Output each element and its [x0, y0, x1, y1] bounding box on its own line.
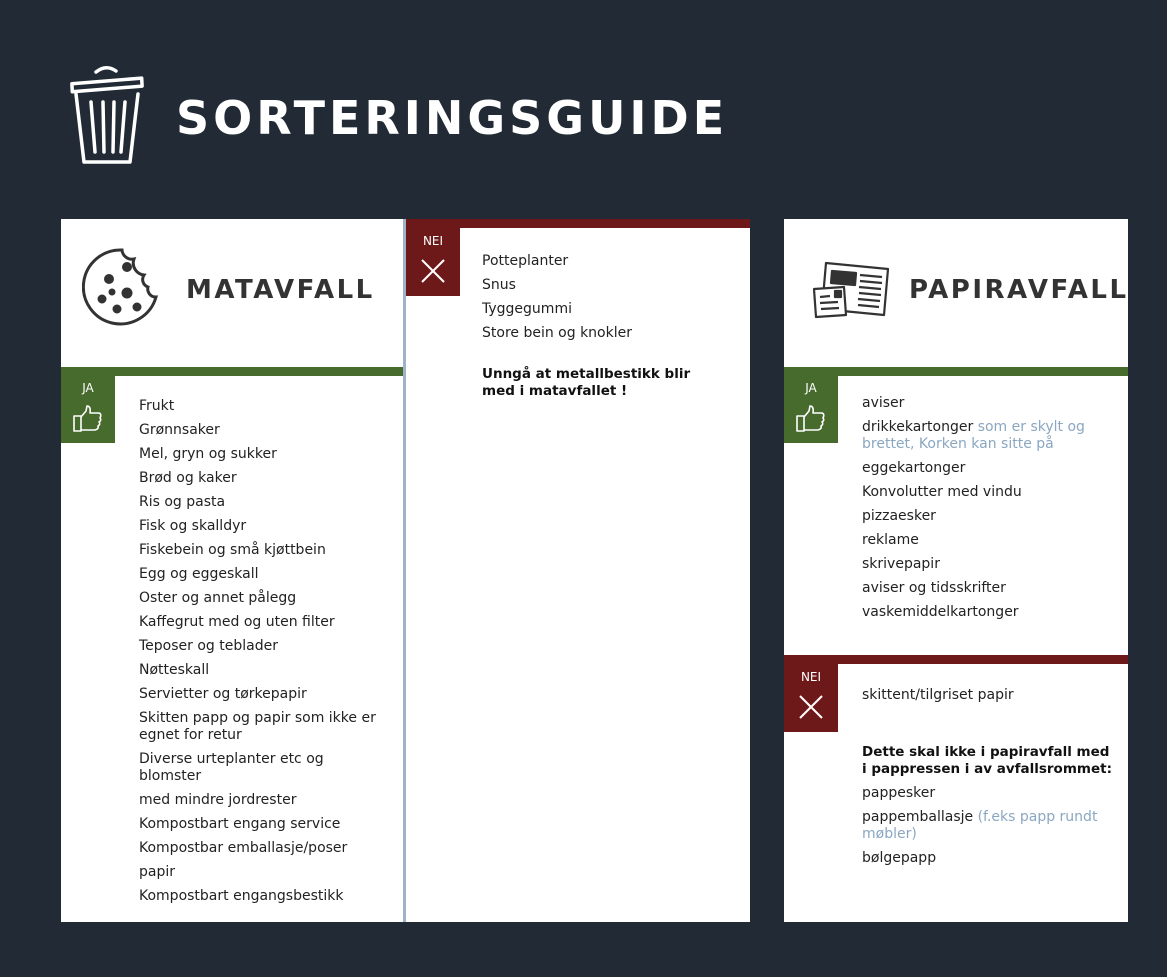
x-icon [799, 695, 823, 719]
list-item-text: aviser og tidsskrifter [862, 580, 1006, 596]
thumbs-up-icon [796, 405, 826, 433]
list-item: Tyggegummi [482, 301, 572, 317]
matavfall-ja-card [61, 219, 403, 922]
papiravfall-cardboard-list [862, 785, 1122, 874]
papiravfall-nei-list [862, 687, 1122, 711]
list-item: skittent/tilgriset papir [862, 687, 1014, 703]
list-item [862, 508, 1122, 525]
newspaper-icon [812, 259, 892, 321]
matavfall-title: MATAVFALL [186, 275, 375, 305]
trash-can-icon [66, 60, 148, 168]
list-item: Kompostbart engangsbestikk [139, 888, 344, 904]
list-item-text: skrivepapir [862, 556, 940, 572]
papiravfall-nei-heading: Dette skal ikke i papiravfall med i pappressen i av avfallsrommet: [862, 744, 1112, 777]
list-item: Mel, gryn og sukker [139, 446, 277, 462]
list-item [862, 532, 1122, 549]
ja-label: JA [82, 381, 94, 395]
papiravfall-ja-list [862, 395, 1122, 628]
matavfall-ja-badge [61, 367, 115, 443]
list-item [862, 395, 1122, 412]
matavfall-nei-list [482, 253, 732, 349]
list-item: Potteplanter [482, 253, 569, 269]
list-item: Oster og annet pålegg [139, 590, 297, 606]
list-item [862, 580, 1122, 597]
matavfall-nei-badge [406, 219, 460, 296]
matavfall-nei-card [406, 219, 750, 922]
list-item: Ris og pasta [139, 494, 226, 510]
list-item-text: eggekartonger [862, 460, 966, 476]
list-item [862, 604, 1122, 621]
list-item: Nøtteskall [139, 662, 210, 678]
papiravfall-nei-badge [784, 655, 838, 732]
papiravfall-title: PAPIRAVFALL [909, 275, 1129, 305]
list-item: Skitten papp og papir som ikke er egnet for retur [139, 710, 376, 743]
list-item-text: aviser [862, 395, 905, 411]
list-item-text: vaskemiddelkartonger [862, 604, 1019, 620]
list-item: med mindre jordrester [139, 792, 297, 808]
matavfall-nei-warning: Unngå at metallbestikk blir med i matavfallet ! [482, 366, 691, 399]
list-item [862, 556, 1122, 573]
list-item-note: (f.eks papp rundt møbler) [862, 809, 1098, 842]
list-item-text: drikkekartonger [862, 419, 974, 435]
list-item [862, 809, 1122, 843]
nei-label: NEI [422, 234, 444, 248]
list-item [862, 484, 1122, 501]
list-item: Frukt [139, 398, 175, 414]
matavfall-ja-list [139, 398, 389, 912]
list-item [862, 419, 1122, 453]
list-item-text: pappemballasje [862, 809, 974, 825]
list-item-note: som er skylt og brettet, Korken kan sitte på [862, 419, 1085, 452]
list-item-text: Konvolutter med vindu [862, 484, 1022, 500]
list-item [862, 460, 1122, 477]
list-item [862, 850, 1122, 867]
list-item: Kaffegrut med og uten filter [139, 614, 335, 630]
list-item: Servietter og tørkepapir [139, 686, 307, 702]
list-item: Store bein og knokler [482, 325, 632, 341]
thumbs-up-icon [73, 405, 103, 433]
cookie-icon [82, 247, 162, 327]
list-item-text: pizzaesker [862, 508, 936, 524]
list-item: Grønnsaker [139, 422, 220, 438]
list-item: Brød og kaker [139, 470, 237, 486]
papiravfall-card [784, 219, 1128, 922]
list-item-text: bølgepapp [862, 850, 937, 866]
list-item: papir [139, 864, 175, 880]
list-item-text: reklame [862, 532, 919, 548]
list-item: Teposer og teblader [139, 638, 278, 654]
ja-label: JA [805, 381, 817, 395]
list-item: Fisk og skalldyr [139, 518, 247, 534]
list-item: Kompostbar emballasje/poser [139, 840, 348, 856]
list-item: Snus [482, 277, 516, 293]
list-item: Kompostbart engang service [139, 816, 341, 832]
list-item-text: pappesker [862, 785, 936, 801]
nei-label: NEI [800, 670, 822, 684]
list-item: Fiskebein og små kjøttbein [139, 542, 326, 558]
list-item: Diverse urteplanter etc og blomster [139, 751, 324, 784]
list-item [862, 785, 1122, 802]
list-item: Egg og eggeskall [139, 566, 259, 582]
x-icon [421, 259, 445, 283]
papiravfall-ja-badge [784, 367, 838, 443]
page-title: SORTERINGSGUIDE [176, 91, 729, 145]
